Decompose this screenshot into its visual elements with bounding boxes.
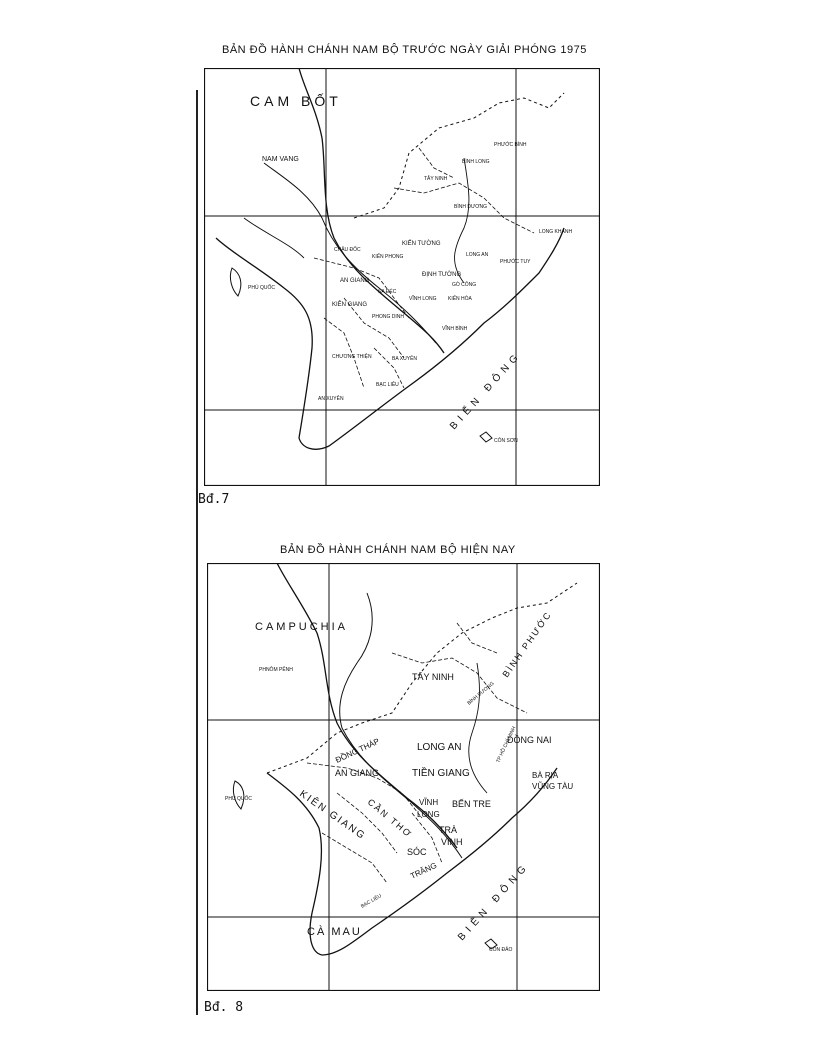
label-camau: CÀ MAU [307,926,362,938]
map1-title: BẢN ĐỒ HÀNH CHÁNH NAM BỘ TRƯỚC NGÀY GIẢI PHÓNG 1975 [222,44,587,56]
label-binhlong: BÌNH LONG [462,159,490,165]
label-binhduong: BÌNH DƯƠNG [466,680,496,707]
label-baclieu: BẠC LIÊU [376,382,399,388]
label-biendong: BIỂN ĐÔNG [448,349,524,433]
label-longan: LONG AN [417,742,462,753]
label-longkhanh: LONG KHÁNH [539,229,573,235]
label-dinhtuong: ĐỊNH TƯỜNG [422,272,462,278]
label-binhphuoc: BÌNH PHƯỚC [500,609,554,680]
label-condao: CÔN ĐẢO [489,947,513,953]
label-travinh-2: VINH [441,837,463,847]
label-namvang: NAM VANG [262,156,299,163]
label-kiengiang: KIÊN GIANG [332,302,368,308]
label-cantho: CẦN THƠ [365,796,415,840]
label-taynhinh: TÂY NINH [424,176,448,182]
label-angiang: AN GIANG [335,768,380,778]
label-phuquoc: PHÚ QUỐC [225,796,252,802]
label-phuquoc: PHÚ QUỐC [248,285,275,291]
label-sadec: SA ĐÉC [378,289,397,295]
label-hcm: TP HỒ CHÍ MINH [495,725,518,764]
label-cambot: CAM BỐT [250,93,342,109]
label-angiang: AN GIANG [340,278,370,284]
label-bxuyen: BA XUYÊN [392,356,418,362]
label-phnompenh: PHNÔM PÊNH [259,667,293,673]
map2-province-map-current [207,563,600,991]
label-phuoctuy: PHƯỚC TUY [500,259,531,265]
label-baclieu: BẠC LIÊU [360,893,383,910]
label-dongnai: ĐỒNG NAI [507,735,552,745]
label-phuocbinh: PHƯỚC BÌNH [494,142,527,148]
label-dongthap: ĐỒNG THÁP [334,736,381,765]
label-chaudoc: CHÂU ĐỐC [334,247,361,253]
label-bentre: BẾN TRE [452,799,491,809]
label-kientuong: KIẾN TƯỜNG [402,241,441,247]
label-phongdinh: PHONG DINH [372,314,404,320]
label-gocong: GÒ CÔNG [452,282,477,288]
label-anxuyen: AN XUYÊN [318,396,344,402]
label-tiengiang: TIỀN GIANG [412,768,470,779]
label-vinhlong-1: VĨNH [419,798,439,807]
map2-title: BẢN ĐỒ HÀNH CHÁNH NAM BỘ HIỆN NAY [280,544,516,556]
map2-caption: Bđ. 8 [204,1000,244,1015]
label-binhduong: BÌNH DƯƠNG [454,204,488,210]
label-kienhoa: KIẾN HÒA [448,296,472,302]
label-kiengiang: KIÊN GIANG [297,788,368,843]
label-vinhlong: VĨNH LONG [409,296,437,302]
label-soctrang-2: TRĂNG [409,860,439,881]
label-vinhlong-2: LONG [417,810,440,819]
label-vinhbinh: VĨNH BÌNH [442,326,468,332]
label-campuchia: CAMPUCHIA [255,621,349,633]
label-conson: CÔN SƠN [494,438,518,444]
label-kienphong: KIẾN PHONG [372,254,404,260]
label-soctrang-1: SÓC [407,847,427,857]
page-margin-line [196,90,198,1015]
label-vungtau: VŨNG TÀU [532,782,574,791]
label-chuongthien: CHƯƠNG THIỆN [332,354,372,360]
map1-caption: Bđ.7 [198,492,230,507]
label-longan: LONG AN [466,252,489,258]
label-taynhinh: TÂY NINH [412,672,454,682]
label-biendong: BIỂN ĐÔNG [456,860,532,944]
label-baria: BÀ RỊA [532,771,559,780]
label-travinh-1: TRÀ [439,825,457,835]
map1-province-map-1975 [204,68,600,486]
